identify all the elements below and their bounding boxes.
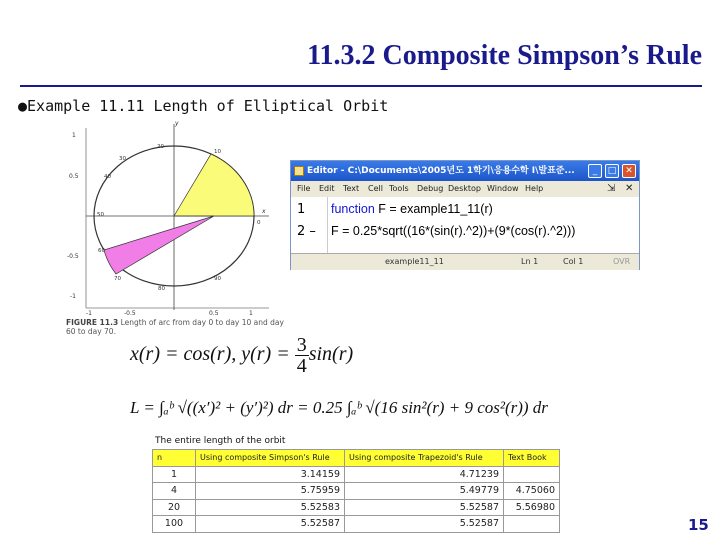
y-tick-1: 1 bbox=[72, 132, 76, 139]
line-number: 2 – bbox=[297, 224, 316, 239]
day-label-20: 20 bbox=[157, 144, 164, 150]
cell-trapezoid: 5.52587 bbox=[345, 499, 504, 516]
day-label-30: 30 bbox=[119, 156, 126, 162]
cell-n: 20 bbox=[153, 499, 196, 516]
day-label-80: 80 bbox=[158, 286, 165, 292]
cell-simpson: 5.52583 bbox=[196, 499, 345, 516]
header-cell: Using composite Trapezoid's Rule bbox=[345, 450, 504, 467]
title-divider bbox=[20, 85, 702, 87]
code-area[interactable] bbox=[291, 197, 639, 253]
figure-caption-label: FIGURE 11.3 bbox=[66, 318, 119, 327]
header-cell: Text Book bbox=[504, 450, 560, 467]
eq1-den: 4 bbox=[296, 355, 307, 377]
table-row bbox=[153, 483, 560, 500]
cell-textbook: 5.56980 bbox=[504, 499, 560, 516]
y-tick-0.5: 0.5 bbox=[69, 173, 79, 180]
eq1-num: 3 bbox=[296, 334, 307, 356]
cell-textbook: 4.75060 bbox=[504, 483, 560, 500]
header-cell: n bbox=[153, 450, 196, 467]
menu-edit[interactable]: Edit bbox=[319, 184, 335, 193]
cell-trapezoid: 4.71239 bbox=[345, 466, 504, 483]
cell-n: 1 bbox=[153, 466, 196, 483]
cell-n: 4 bbox=[153, 483, 196, 500]
editor-statusbar bbox=[291, 253, 639, 270]
x-tick-1: 1 bbox=[249, 310, 253, 316]
day-label-90: 90 bbox=[214, 276, 221, 282]
day-label-60: 60 bbox=[98, 248, 105, 254]
close-button[interactable]: ✕ bbox=[622, 164, 636, 178]
day-label-70: 70 bbox=[114, 276, 121, 282]
menu-help[interactable]: Help bbox=[525, 184, 544, 193]
eq1-left: x(r) = cos(r), y(r) = bbox=[130, 343, 295, 366]
editor-menubar bbox=[291, 181, 639, 197]
figure-caption bbox=[66, 318, 286, 336]
code-text: F = example11_11(r) bbox=[374, 202, 493, 216]
orbit-figure bbox=[64, 118, 274, 316]
status-file: example11_11 bbox=[385, 257, 444, 266]
status-line: Ln 1 bbox=[521, 257, 539, 266]
maximize-button[interactable]: □ bbox=[605, 164, 619, 178]
table-header-row bbox=[153, 450, 560, 467]
menu-desktop[interactable]: Desktop bbox=[448, 184, 481, 193]
code-text: F = 0.25*sqrt((16*(sin(r).^2))+(9*(cos(r).^2))) bbox=[331, 224, 576, 238]
y-tick-neg0.5: -0.5 bbox=[67, 253, 79, 260]
day-label-40: 40 bbox=[104, 174, 111, 180]
status-col: Col 1 bbox=[563, 257, 584, 266]
menu-cell[interactable]: Cell bbox=[368, 184, 383, 193]
equation-arclength: L = ∫ₐᵇ √((x′)² + (y′)²) dr = 0.25 ∫ₐᵇ √(16 sin²(r) + 9 cos²(r)) dr bbox=[130, 398, 548, 417]
cell-trapezoid: 5.49779 bbox=[345, 483, 504, 500]
x-tick-neg0.5: -0.5 bbox=[124, 310, 136, 316]
header-cell: Using composite Simpson's Rule bbox=[196, 450, 345, 467]
editor-titlebar[interactable] bbox=[291, 161, 639, 181]
day-label-10: 10 bbox=[214, 149, 221, 155]
eq1-right: sin(r) bbox=[308, 343, 354, 366]
editor-title-text: Editor - C:\Documents\2005년도 1학기\응용수학 I\발표준... bbox=[307, 166, 575, 176]
subtitle-text: Example 11.11 Length of Elliptical Orbit bbox=[27, 97, 389, 115]
menu-restore-icon[interactable]: ⇲ bbox=[607, 183, 616, 194]
day-label-0: 0 bbox=[257, 220, 261, 226]
line-number: 1 bbox=[297, 202, 306, 217]
menu-file[interactable]: File bbox=[297, 184, 311, 193]
x-axis-label: x bbox=[262, 208, 266, 215]
editor-app-icon bbox=[294, 166, 304, 176]
day-label-50: 50 bbox=[97, 212, 104, 218]
cell-n: 100 bbox=[153, 516, 196, 533]
code-line-1[interactable] bbox=[331, 202, 493, 216]
cell-textbook bbox=[504, 466, 560, 483]
code-keyword: function bbox=[331, 202, 375, 216]
code-line-2[interactable] bbox=[331, 224, 575, 238]
eq1-fraction bbox=[295, 335, 309, 376]
status-ovr: OVR bbox=[613, 257, 631, 266]
figure-caption-text: Length of arc from day 0 to day 10 and day 60 to day 70. bbox=[66, 318, 284, 336]
table-row bbox=[153, 466, 560, 483]
slide-subtitle bbox=[18, 97, 388, 115]
results-table bbox=[152, 449, 560, 533]
menu-close-icon[interactable]: ✕ bbox=[625, 183, 634, 194]
table-row bbox=[153, 516, 560, 533]
cell-simpson: 5.75959 bbox=[196, 483, 345, 500]
menu-text[interactable]: Text bbox=[343, 184, 360, 193]
menu-window[interactable]: Window bbox=[487, 184, 519, 193]
equation-parametric bbox=[130, 335, 353, 376]
minimize-button[interactable]: _ bbox=[588, 164, 602, 178]
x-tick-0.5: 0.5 bbox=[209, 310, 219, 316]
cell-trapezoid: 5.52587 bbox=[345, 516, 504, 533]
table-caption: The entire length of the orbit bbox=[155, 436, 286, 446]
cell-simpson: 3.14159 bbox=[196, 466, 345, 483]
page-number: 15 bbox=[688, 516, 709, 534]
menu-debug[interactable]: Debug bbox=[417, 184, 444, 193]
x-tick-neg1: -1 bbox=[86, 310, 92, 316]
editor-window[interactable] bbox=[290, 160, 640, 270]
y-axis-label: y bbox=[175, 120, 179, 127]
slide-title: 11.3.2 Composite Simpson’s Rule bbox=[307, 40, 702, 71]
y-tick-neg1: -1 bbox=[70, 293, 76, 300]
cell-textbook bbox=[504, 516, 560, 533]
menu-tools[interactable]: Tools bbox=[389, 184, 409, 193]
cell-simpson: 5.52587 bbox=[196, 516, 345, 533]
line-gutter bbox=[291, 197, 328, 253]
bullet-icon: ● bbox=[18, 97, 28, 115]
table-row bbox=[153, 499, 560, 516]
